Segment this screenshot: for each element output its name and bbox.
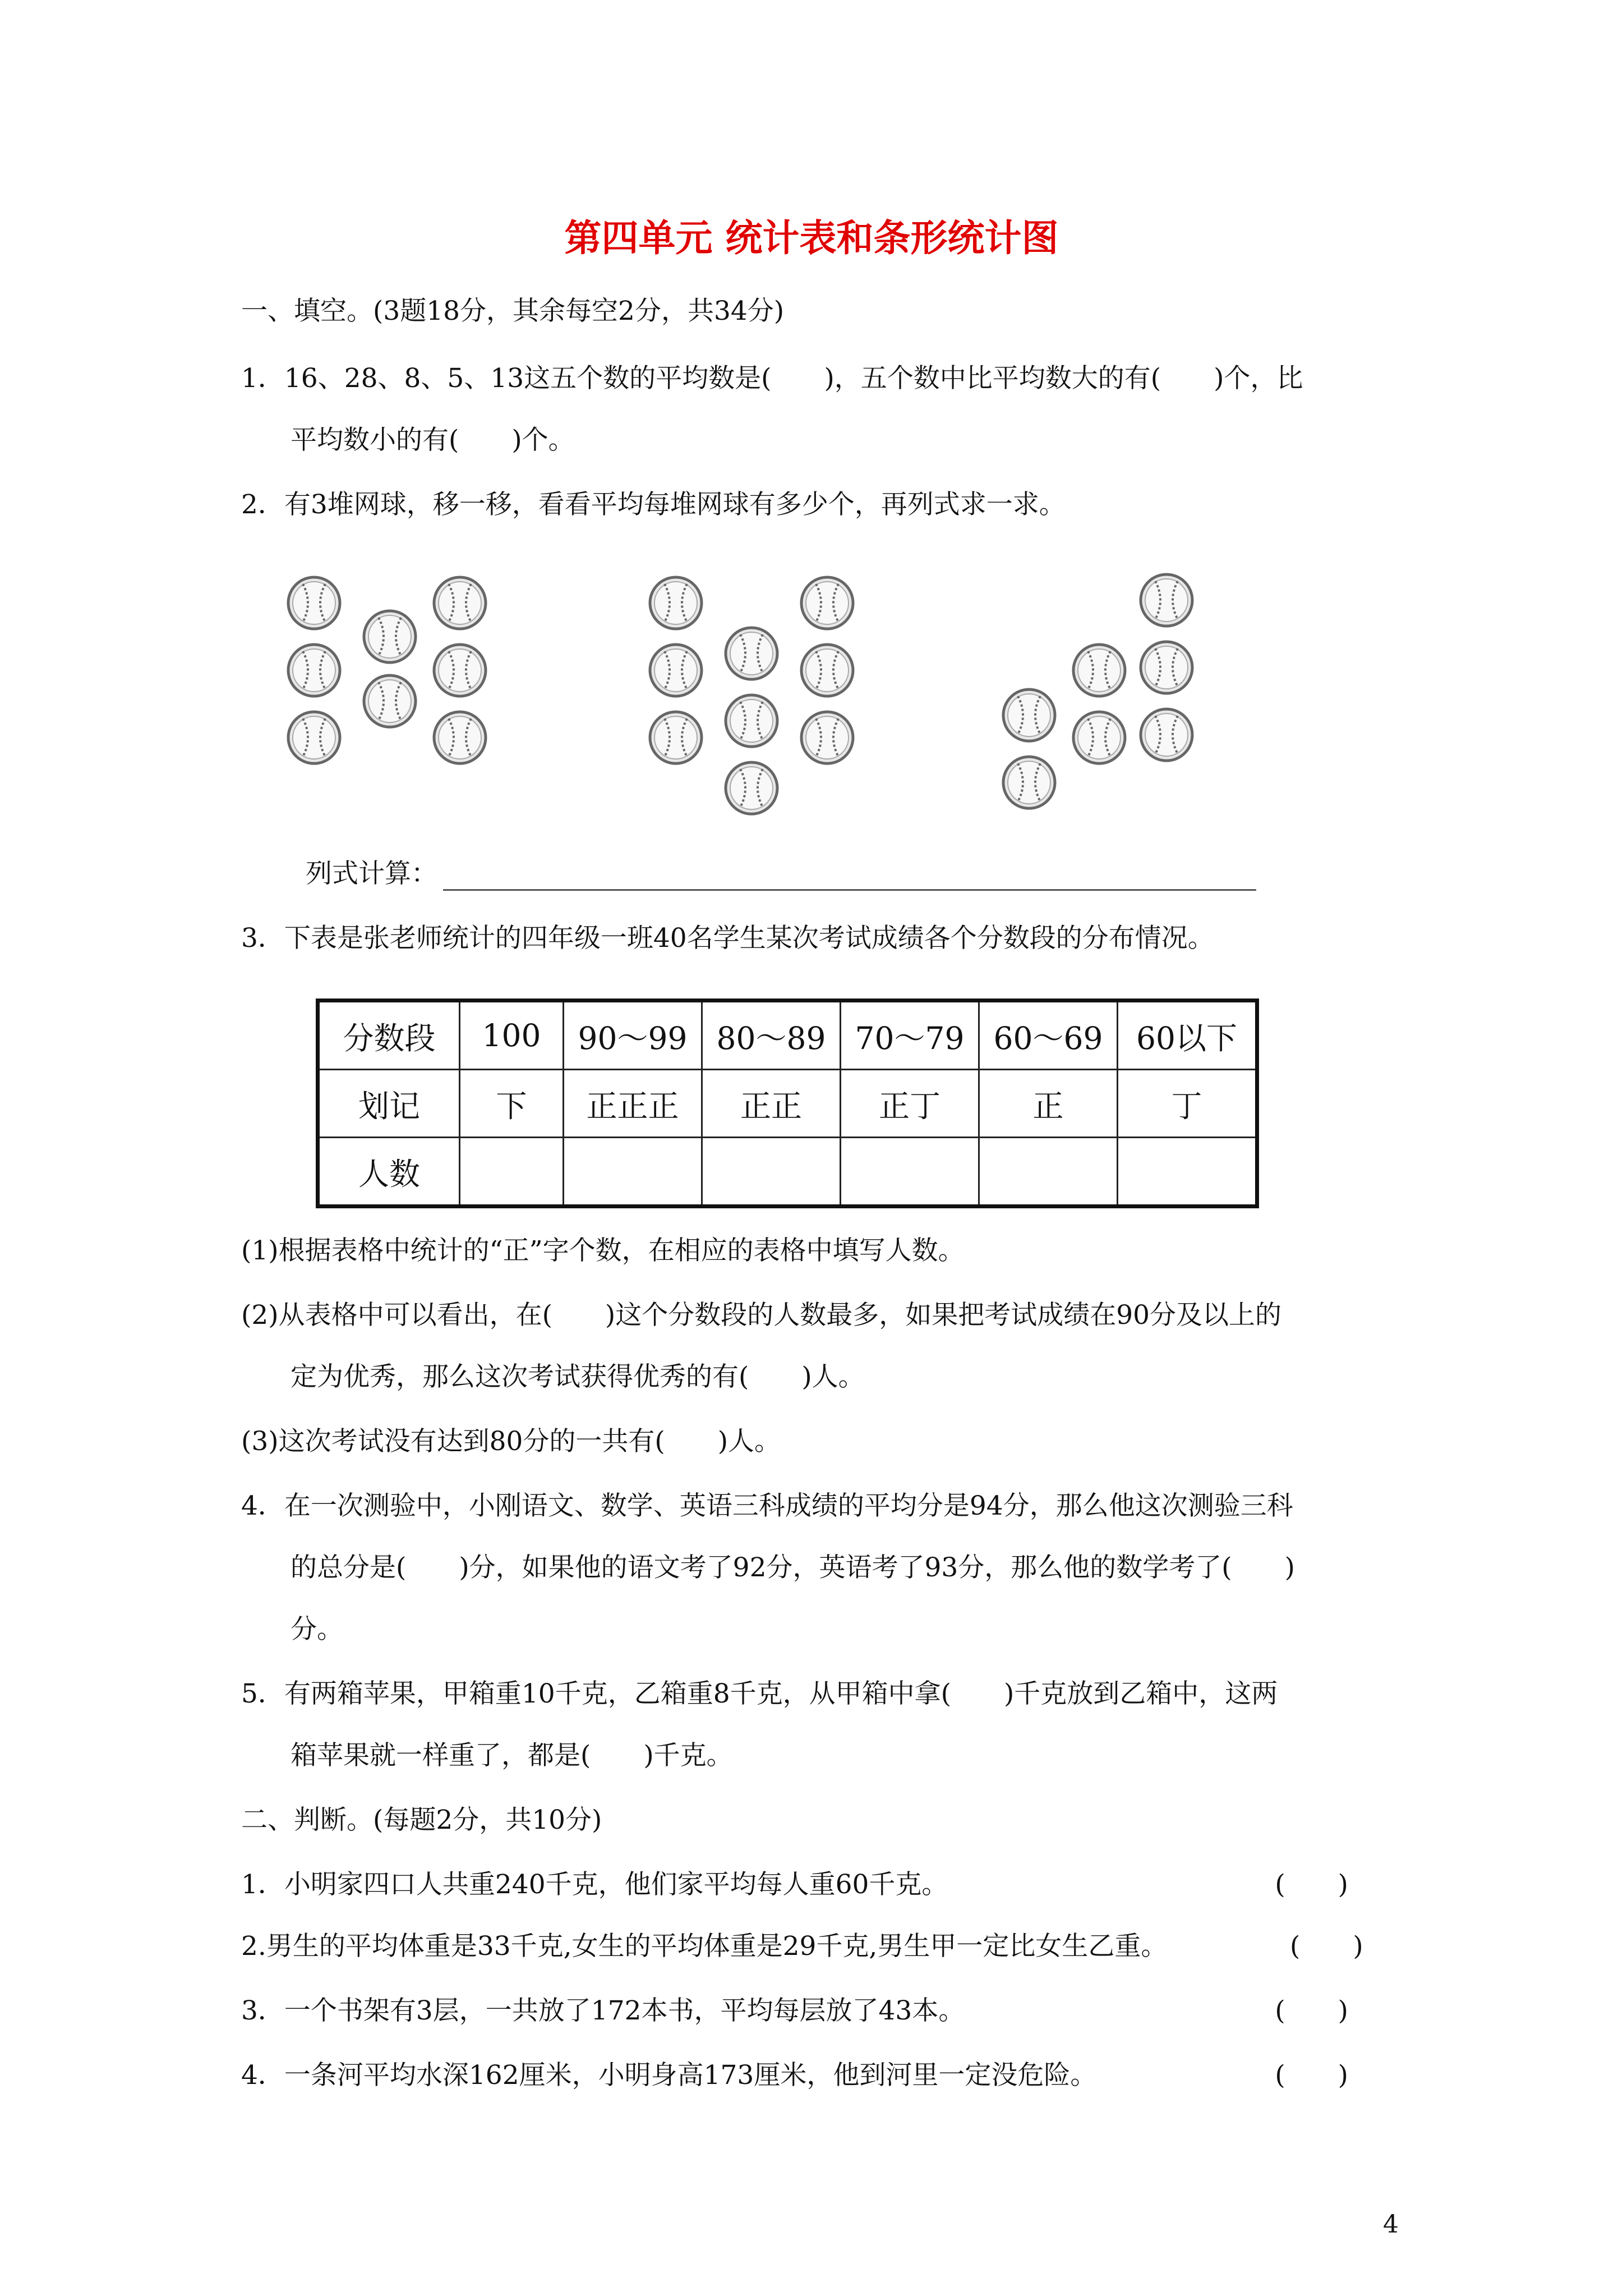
q5-line1: 5．有两箱苹果，甲箱重10千克，乙箱重8千克，从甲箱中拿( )千克放到乙箱中，这两 [241, 1678, 1278, 1709]
table-cell: 70～79 [841, 1001, 979, 1070]
judge-item-3: 3．一个书架有3层，一共放了172本书，平均每层放了43本。 [241, 1995, 965, 2026]
count-input-cell[interactable] [1118, 1138, 1257, 1207]
judge-item-2: 2.男生的平均体重是33千克,女生的平均体重是29千克,男生甲一定比女生乙重。 [241, 1931, 1168, 1962]
q4-line3: 分。 [291, 1614, 343, 1645]
ball-pile-2 [650, 577, 853, 814]
table-cell: 划记 [318, 1070, 460, 1138]
count-input-cell[interactable] [841, 1138, 979, 1207]
table-cell: 60以下 [1118, 1001, 1257, 1070]
count-input-cell[interactable] [460, 1138, 564, 1207]
table-cell: 正正正 [564, 1070, 702, 1138]
q5-line2: 箱苹果就一样重了，都是( )千克。 [291, 1740, 733, 1771]
table-cell: 分数段 [318, 1001, 460, 1070]
ball-pile-3 [1003, 574, 1192, 808]
q4-line2: 的总分是( )分，如果他的语文考了92分，英语考了93分，那么他的数学考了( ) [291, 1552, 1295, 1583]
tennis-balls-illustration [269, 561, 1223, 841]
count-input-cell[interactable] [702, 1138, 841, 1207]
q2-answer-blank[interactable] [443, 864, 1256, 891]
judge-item-4: 4．一条河平均水深162厘米，小明身高173厘米，他到河里一定没危险。 [241, 2060, 1097, 2091]
ball-pile-1 [288, 577, 486, 763]
score-distribution-table [316, 999, 1259, 1208]
q2-formula-label: 列式计算： [306, 858, 437, 889]
table-cell: 正丁 [841, 1070, 979, 1138]
page-title: 第四单元 统计表和条形统计图 [564, 216, 1059, 260]
table-row-tally [318, 1070, 1257, 1138]
judge-blank-2[interactable]: ( ) [1290, 1931, 1363, 1962]
count-input-cell[interactable] [979, 1138, 1118, 1207]
table-cell: 正正 [702, 1070, 841, 1138]
q4-line1: 4．在一次测验中，小刚语文、数学、英语三科成绩的平均分是94分，那么他这次测验三科 [241, 1490, 1293, 1521]
table-row-count [318, 1138, 1257, 1207]
judge-item-1: 1．小明家四口人共重240千克，他们家平均每人重60千克。 [241, 1869, 948, 1900]
q2-text: 2．有3堆网球，移一移，看看平均每堆网球有多少个，再列式求一求。 [241, 489, 1066, 520]
q3-sub3: (3)这次考试没有达到80分的一共有( )人。 [241, 1426, 781, 1457]
judge-blank-3[interactable]: ( ) [1275, 1995, 1348, 2026]
q1-line1: 1．16、28、8、5、13这五个数的平均数是( )，五个数中比平均数大的有( )个，比 [241, 363, 1303, 394]
section2-heading: 二、判断。(每题2分，共10分) [241, 1805, 602, 1835]
judge-blank-4[interactable]: ( ) [1275, 2060, 1348, 2091]
q3-sub2-line1: (2)从表格中可以看出，在( )这个分数段的人数最多，如果把考试成绩在90分及以上的 [241, 1300, 1282, 1331]
q3-sub1: (1)根据表格中统计的“正”字个数，在相应的表格中填写人数。 [241, 1235, 965, 1266]
page-number: 4 [1383, 2210, 1399, 2239]
count-input-cell[interactable] [564, 1138, 702, 1207]
section1-heading: 一、填空。(3题18分，其余每空2分，共34分) [241, 296, 785, 326]
table-cell: 下 [460, 1070, 564, 1138]
q3-text: 3．下表是张老师统计的四年级一班40名学生某次考试成绩各个分数段的分布情况。 [241, 923, 1214, 954]
judge-blank-1[interactable]: ( ) [1275, 1869, 1348, 1900]
table-cell: 人数 [318, 1138, 460, 1207]
q3-sub2-line2: 定为优秀，那么这次考试获得优秀的有( )人。 [291, 1361, 865, 1392]
table-cell: 90～99 [564, 1001, 702, 1070]
table-cell: 100 [460, 1001, 564, 1070]
table-cell: 正 [979, 1070, 1118, 1138]
q1-line2: 平均数小的有( )个。 [291, 425, 575, 455]
table-cell: 丁 [1118, 1070, 1257, 1138]
table-cell: 80～89 [702, 1001, 841, 1070]
table-row-header [318, 1001, 1257, 1070]
q2-formula-row [306, 857, 1256, 891]
table-cell: 60～69 [979, 1001, 1118, 1070]
